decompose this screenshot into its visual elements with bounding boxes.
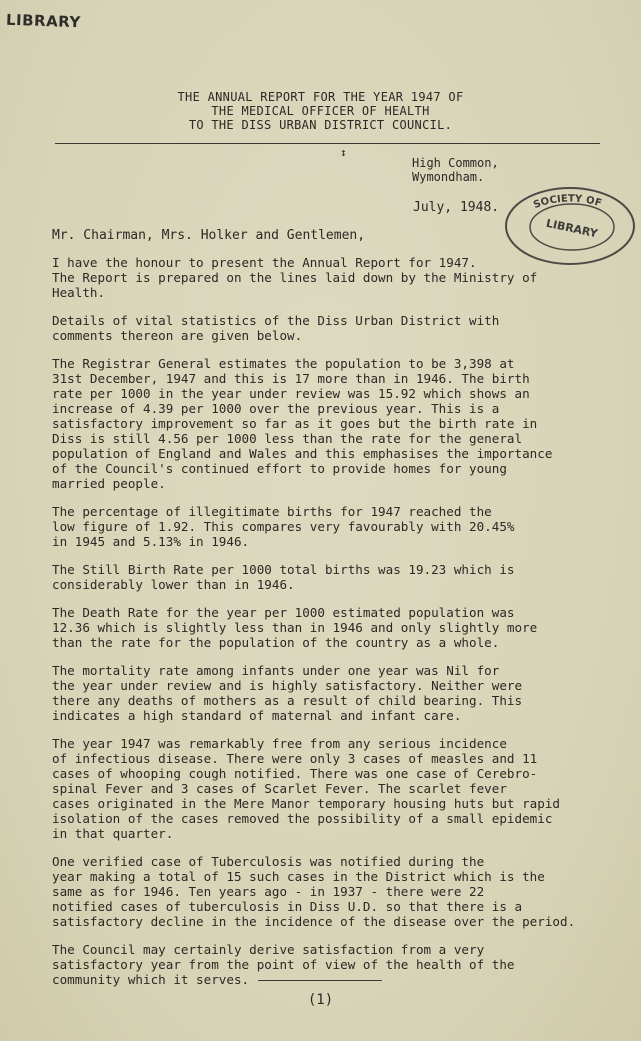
report-body — [52, 255, 612, 1000]
paragraph-4: The percentage of illegitimate births for 1947 reached the low figure of 1.92. This compares very favourably with 20.45% in 1945 and 5.13% in 1946. — [52, 504, 515, 549]
paragraph-6: The Death Rate for the year per 1000 estimated population was 12.36 which is slightly less than in 1946 and only slightly more than the rate for the population of the country as a whole. — [52, 605, 538, 650]
paragraph-9: One verified case of Tuberculosis was notified during the year making a total of 15 such cases in the District which is the same as for 1946. Ten years ago - in 1937 - there were 22 notified cases of tuberculosis in Diss U.D. so that there is a satisfactory decline in the incidence of the disease over the period. — [52, 854, 576, 929]
sender-address — [412, 156, 499, 184]
stamp-outer-text: SOCIETY OF — [532, 193, 603, 212]
title-divider — [55, 143, 600, 144]
paragraph-8: The year 1947 was remarkably free from any serious incidence of infectious disease. There were only 3 cases of measles and 11 cases of whooping cough notified. There was one case of Cerebro- spinal Fever and 3 cases of Scarlet Fever. The scarlet fever cases originated in the Mere Manor temporary housing huts but rapid isolation of the cases removed the possibility of a small epidemic in that quarter. — [52, 736, 560, 841]
paragraph-3: The Registrar General estimates the population to be 3,398 at 31st December, 1947 and this is 17 more than in 1946. The birth rate per 1000 in the year under review was 15.92 which shows an increase of 4.39 per 1000 over the previous year. This is a satisfactory improvement so far as it goes but the birth rate in Diss is still 4.56 per 1000 less than the rate for the general population of England and Wales and this emphasises the importance of the Council's continued effort to provide homes for young married people. — [52, 356, 553, 491]
salutation: Mr. Chairman, Mrs. Holker and Gentlemen, — [52, 228, 366, 243]
title-line-1: THE ANNUAL REPORT FOR THE YEAR 1947 OF — [177, 90, 464, 104]
page-number: (1) — [307, 992, 334, 1008]
paragraph-1: I have the honour to present the Annual Report for 1947. The Report is prepared on the lines laid down by the Ministry of Health. — [52, 255, 538, 300]
library-stamp: LIBRARY — [5, 10, 82, 32]
address-line-1: High Common, — [412, 156, 499, 170]
title-line-3: TO THE DISS URBAN DISTRICT COUNCIL. — [188, 118, 453, 132]
report-title — [0, 90, 641, 132]
title-line-2: THE MEDICAL OFFICER OF HEALTH — [211, 104, 430, 118]
stamp-inner-text: LIBRARY — [544, 216, 599, 241]
paragraph-10: The Council may certainly derive satisfaction from a very satisfactory year from the point of view of the health of the community which it serves. — [52, 942, 515, 987]
svg-text:SOCIETY OF — [532, 194, 603, 211]
paragraph-5: The Still Birth Rate per 1000 total births was 19.23 which is considerably lower than in 1946. — [52, 562, 515, 592]
tick-mark: ↕ — [340, 146, 347, 159]
letter-date: July, 1948. — [413, 200, 500, 215]
paragraph-2: Details of vital statistics of the Diss Urban District with comments thereon are given below. — [52, 313, 500, 343]
footer-divider — [258, 980, 382, 981]
address-line-2: Wymondham. — [412, 170, 485, 184]
paragraph-7: The mortality rate among infants under one year was Nil for the year under review and is highly satisfactory. Neither were there any deaths of mothers as a result of child bearing. This indicates a high standard of maternal and infant care. — [52, 663, 523, 723]
